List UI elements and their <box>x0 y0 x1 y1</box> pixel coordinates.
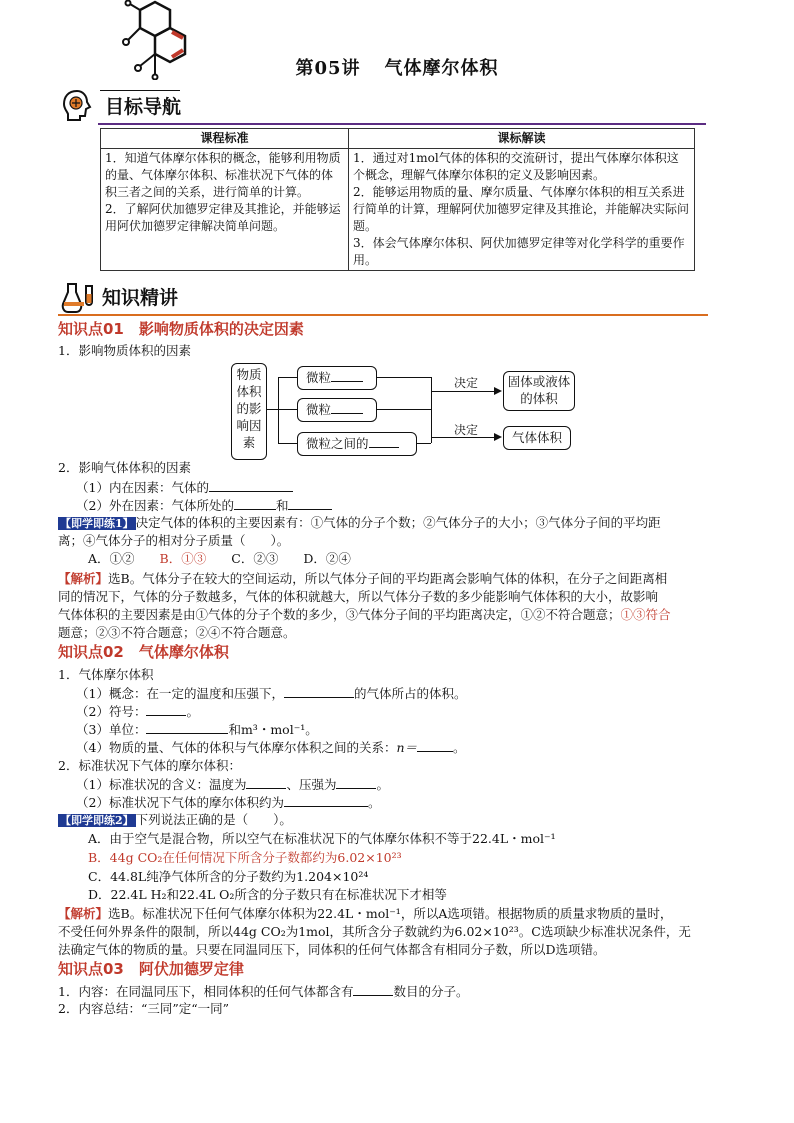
kp2-relation: （4）物质的量、气体的体积与气体摩尔体积之间的关系：n＝ 。 <box>76 740 466 755</box>
diagram-branch-particle-distance: 微粒之间的 <box>297 432 417 456</box>
kp2-std-meaning: （1）标准状况的含义：温度为 、压强为 。 <box>76 777 389 792</box>
diagram-line <box>417 443 431 444</box>
answer1-line: 题意；②③不符合题意；②④不符合题意。 <box>58 625 296 640</box>
diagram-line <box>431 377 432 410</box>
kp2-item1: 1．气体摩尔体积 <box>58 667 154 682</box>
diagram-line <box>278 409 297 410</box>
kp1-outer-factor: （2）外在因素：气体所处的 和 <box>76 496 332 515</box>
section-goals-underline <box>98 123 706 125</box>
diagram-line <box>278 377 279 444</box>
table-header: 课程标准 <box>101 129 349 149</box>
answer1-line: 【解析】选B。气体分子在较大的空间运动，所以气体分子间的平均距离会影响气体的体积，在分子之间距离相 <box>58 571 668 586</box>
kp2-unit: （3）单位： 和m³・mol⁻¹。 <box>76 722 318 737</box>
diagram-arrow-icon <box>494 433 502 441</box>
kp2-item2: 2．标准状况下气体的摩尔体积： <box>58 758 241 773</box>
kp2-symbol: （2）符号： 。 <box>76 704 199 719</box>
kp3-item2: 2．内容总结：“三同”定“一同” <box>58 1001 230 1016</box>
diagram-decide-label: 决定 <box>454 376 479 390</box>
diagram-branch-particle-size: 微粒 <box>297 398 377 422</box>
page-title: 第05讲 气体摩尔体积 <box>295 58 499 79</box>
diagram-line <box>376 377 431 378</box>
practice2-tag: 【即学即练2】 <box>60 814 134 827</box>
practice2-option-d: D．22.4L H₂和22.4L O₂所含的分子数只有在标准状况下才相等 <box>88 887 447 902</box>
kp2-heading: 知识点02 气体摩尔体积 <box>58 643 229 661</box>
practice1-options: A．①② B．①③ C．②③ D．②④ <box>88 551 351 566</box>
section-lecture-underline <box>58 314 708 316</box>
answer2-line: 不受任何外界条件的限制，所以44g CO₂为1mol，其所含分子数就约为6.02×10²³。C选项缺少标准状况条件，无 <box>58 924 691 939</box>
practice2-option-a: A．由于空气是混合物，所以空气在标准状况下的气体摩尔体积不等于22.4L・mol⁻¹ <box>88 831 556 846</box>
kp1-item2: 2．影响气体体积的因素 <box>58 460 191 475</box>
practice2-option-c: C．44.8L纯净气体所含的分子数约为1.204×10²⁴ <box>88 869 369 884</box>
diagram-arrow-icon <box>494 387 502 395</box>
kp1-inner-factor: （1）内在因素：气体的 <box>76 478 293 497</box>
diagram-decide-label: 决定 <box>454 423 479 437</box>
kp3-heading: 知识点03 阿伏加德罗定律 <box>58 960 244 978</box>
kp2-concept: （1）概念：在一定的温度和压强下， 的气体所占的体积。 <box>76 686 467 701</box>
practice1-tag: 【即学即练1】 <box>60 517 134 530</box>
diagram-output-solid-liquid: 固体或液体的体积 <box>503 371 575 411</box>
table-cell-standards: 1．知道气体摩尔体积的概念，能够利用物质的量、气体摩尔体积、标准状况下气体的体积三者之间的关系，进行简单的计算。 2．了解阿伏加德罗定律及其推论，并能够运用阿伏加德罗定律解决简单问题。 <box>101 149 349 271</box>
answer1-line: 气体体积的主要因素是由①气体的分子个数的多少，③气体分子间的平均距离决定，①②不符合题意；①③符合 <box>58 607 671 622</box>
kp1-heading: 知识点01 影响物质体积的决定因素 <box>58 320 304 338</box>
kp1-item1: 1．影响物质体积的因素 <box>58 343 191 358</box>
diagram-line <box>266 409 278 410</box>
kp3-item1: 1．内容：在同温同压下，相同体积的任何气体都含有 数目的分子。 <box>58 984 469 999</box>
diagram-root-box: 物质体积的影响因素 <box>231 363 267 460</box>
diagram-output-gas: 气体体积 <box>503 426 571 450</box>
practice1-question-cont: 离；④气体分子的相对分子质量（ ）。 <box>58 533 290 548</box>
section-goals-heading: 目标导航 <box>105 96 182 118</box>
answer1-line: 同的情况下，气体的分子数越多，气体的体积就越大，所以气体分子数的多少能影响气体体积的大小，故影响 <box>58 589 659 604</box>
section-lecture-heading: 知识精讲 <box>102 287 179 309</box>
answer2-line: 法确定气体的物质的量。只要在同温同压下，同体积的任何气体都含有相同分子数，所以D选项错。 <box>58 942 606 957</box>
diagram-line <box>278 377 297 378</box>
kp2-std-volume: （2）标准状况下气体的摩尔体积约为 。 <box>76 795 381 810</box>
table-header: 课标解读 <box>349 129 695 149</box>
flask-icon <box>60 280 96 316</box>
head-brain-icon <box>60 88 94 122</box>
practice2-question: 【即学即练2】 下列说法正确的是（ ）。 <box>60 812 292 827</box>
practice1-question: 【即学即练1】 决定气体的体积的主要因素有：①气体的分子个数；②气体分子的大小；③气体分子间的平均距 <box>60 515 661 530</box>
standards-table <box>100 128 695 271</box>
divider-dark <box>100 90 180 91</box>
table-cell-interpretation: 1．通过对1mol气体的体积的交流研讨，提出气体摩尔体积这个概念，理解气体摩尔体积的定义及影响因素。 2．能够运用物质的量、摩尔质量、气体摩尔体积的相互关系进行简单的计算，理解阿伏加德罗定律及其推论，并能解决实际问题。 3．体会气体摩尔体积、阿伏加德罗定律等对化学科学的重要作用。 <box>349 149 695 271</box>
diagram-branch-particle-count: 微粒 <box>297 366 377 390</box>
answer2-line: 【解析】选B。标准状况下任何气体摩尔体积为22.4L・mol⁻¹，所以A选项错。根据物质的质量求物质的量时， <box>58 906 673 921</box>
practice2-option-b: B．44g CO₂在任何情况下所含分子数都约为6.02×10²³ <box>88 850 402 865</box>
diagram-line <box>278 443 297 444</box>
diagram-line <box>376 409 431 410</box>
